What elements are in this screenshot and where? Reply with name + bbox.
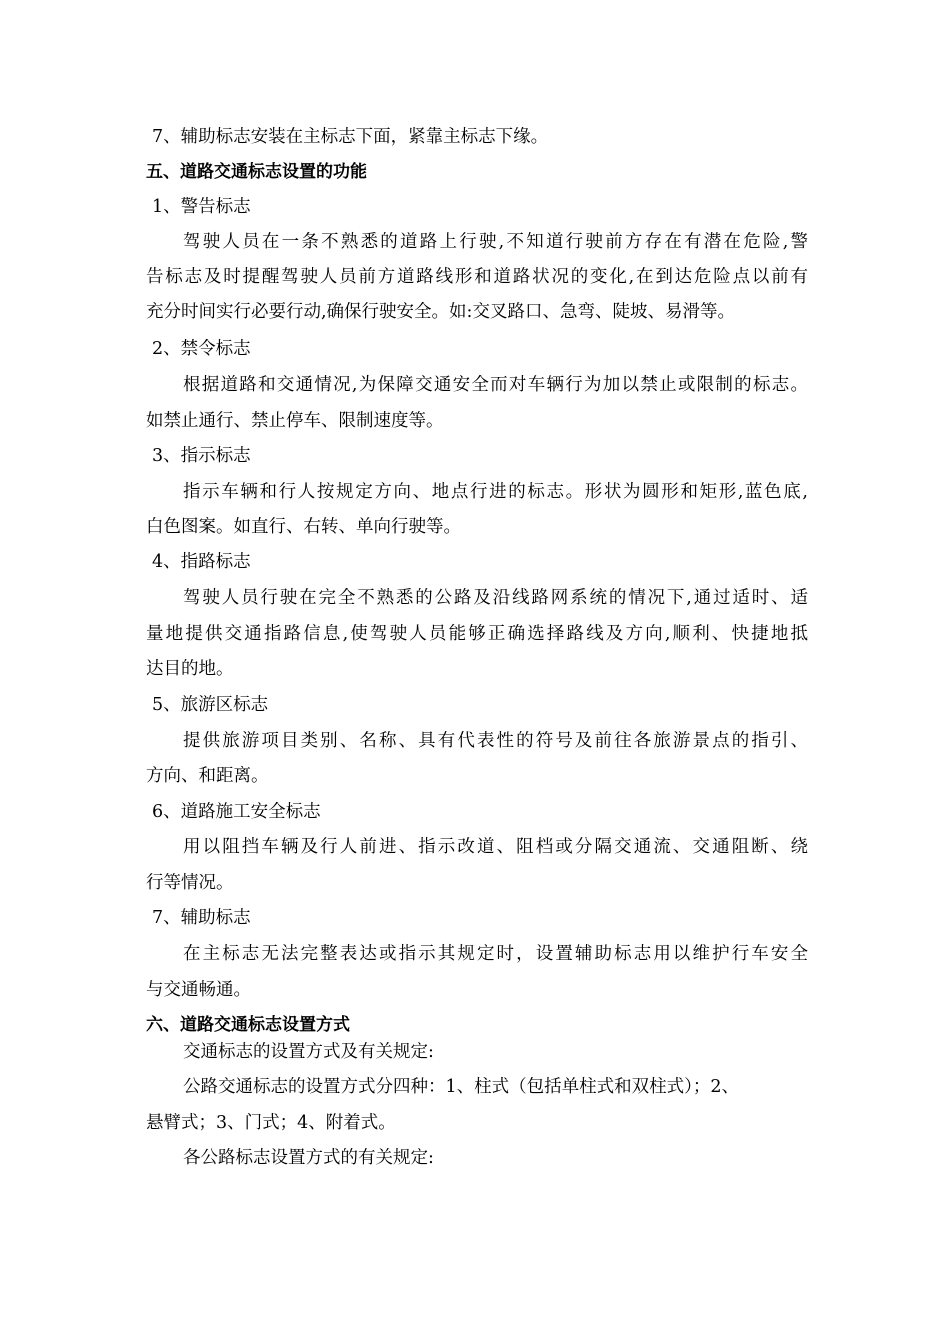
paragraph-line: 与交通畅通。 <box>146 980 251 1000</box>
paragraph-line: 量地提供交通指路信息,使驾驶人员能够正确选择路线及方向,顺利、快捷地抵 <box>146 624 808 644</box>
paragraph-line: 公路交通标志的设置方式分四种：1、柱式（包括单柱式和双柱式）；2、 <box>183 1077 740 1097</box>
paragraph-line: 告标志及时提醒驾驶人员前方道路线形和道路状况的变化,在到达危险点以前有 <box>146 267 808 287</box>
paragraph-line: 驾驶人员行驶在完全不熟悉的公路及沿线路网系统的情况下,通过适时、适 <box>183 588 808 608</box>
paragraph-line: 交通标志的设置方式及有关规定: <box>183 1042 434 1062</box>
subheading-indication: 3、指示标志 <box>152 446 251 466</box>
section-6-heading: 六、道路交通标志设置方式 <box>146 1015 350 1035</box>
paragraph-line: 如禁止通行、禁止停车、限制速度等。 <box>146 411 444 431</box>
paragraph-line: 悬臂式；3、门式；4、附着式。 <box>146 1113 396 1133</box>
paragraph-line: 根据道路和交通情况,为保障交通安全而对车辆行为加以禁止或限制的标志。 <box>183 375 808 395</box>
item-7-install: 7、辅助标志安装在主标志下面，紧靠主标志下缘。 <box>152 127 549 147</box>
paragraph-line: 指示车辆和行人按规定方向、地点行进的标志。形状为圆形和矩形,蓝色底, <box>183 482 808 502</box>
paragraph-line: 达目的地。 <box>146 659 234 679</box>
paragraph-line: 在主标志无法完整表达或指示其规定时，设置辅助标志用以维护行车安全 <box>183 944 808 964</box>
subheading-prohibition: 2、禁令标志 <box>152 339 251 359</box>
subheading-warning: 1、警告标志 <box>152 197 251 217</box>
paragraph-line: 各公路标志设置方式的有关规定: <box>183 1148 434 1168</box>
paragraph-line: 方向、和距离。 <box>146 766 269 786</box>
subheading-tourism: 5、旅游区标志 <box>152 695 269 715</box>
subheading-construction: 6、道路施工安全标志 <box>152 802 321 822</box>
paragraph-line: 用以阻挡车辆及行人前进、指示改道、阻档或分隔交通流、交通阻断、绕 <box>183 837 808 857</box>
paragraph-line: 白色图案。如直行、右转、单向行驶等。 <box>146 517 461 537</box>
paragraph-line: 行等情况。 <box>146 873 234 893</box>
subheading-guide: 4、指路标志 <box>152 552 251 572</box>
section-5-heading: 五、道路交通标志设置的功能 <box>146 162 367 182</box>
subheading-auxiliary: 7、辅助标志 <box>152 908 251 928</box>
paragraph-line: 提供旅游项目类别、名称、具有代表性的符号及前往各旅游景点的指引、 <box>183 731 808 751</box>
paragraph-line: 驾驶人员在一条不熟悉的道路上行驶,不知道行驶前方存在有潜在危险,警 <box>183 232 808 252</box>
paragraph-line: 充分时间实行必要行动,确保行驶安全。如:交叉路口、急弯、陡坡、易滑等。 <box>146 302 735 322</box>
